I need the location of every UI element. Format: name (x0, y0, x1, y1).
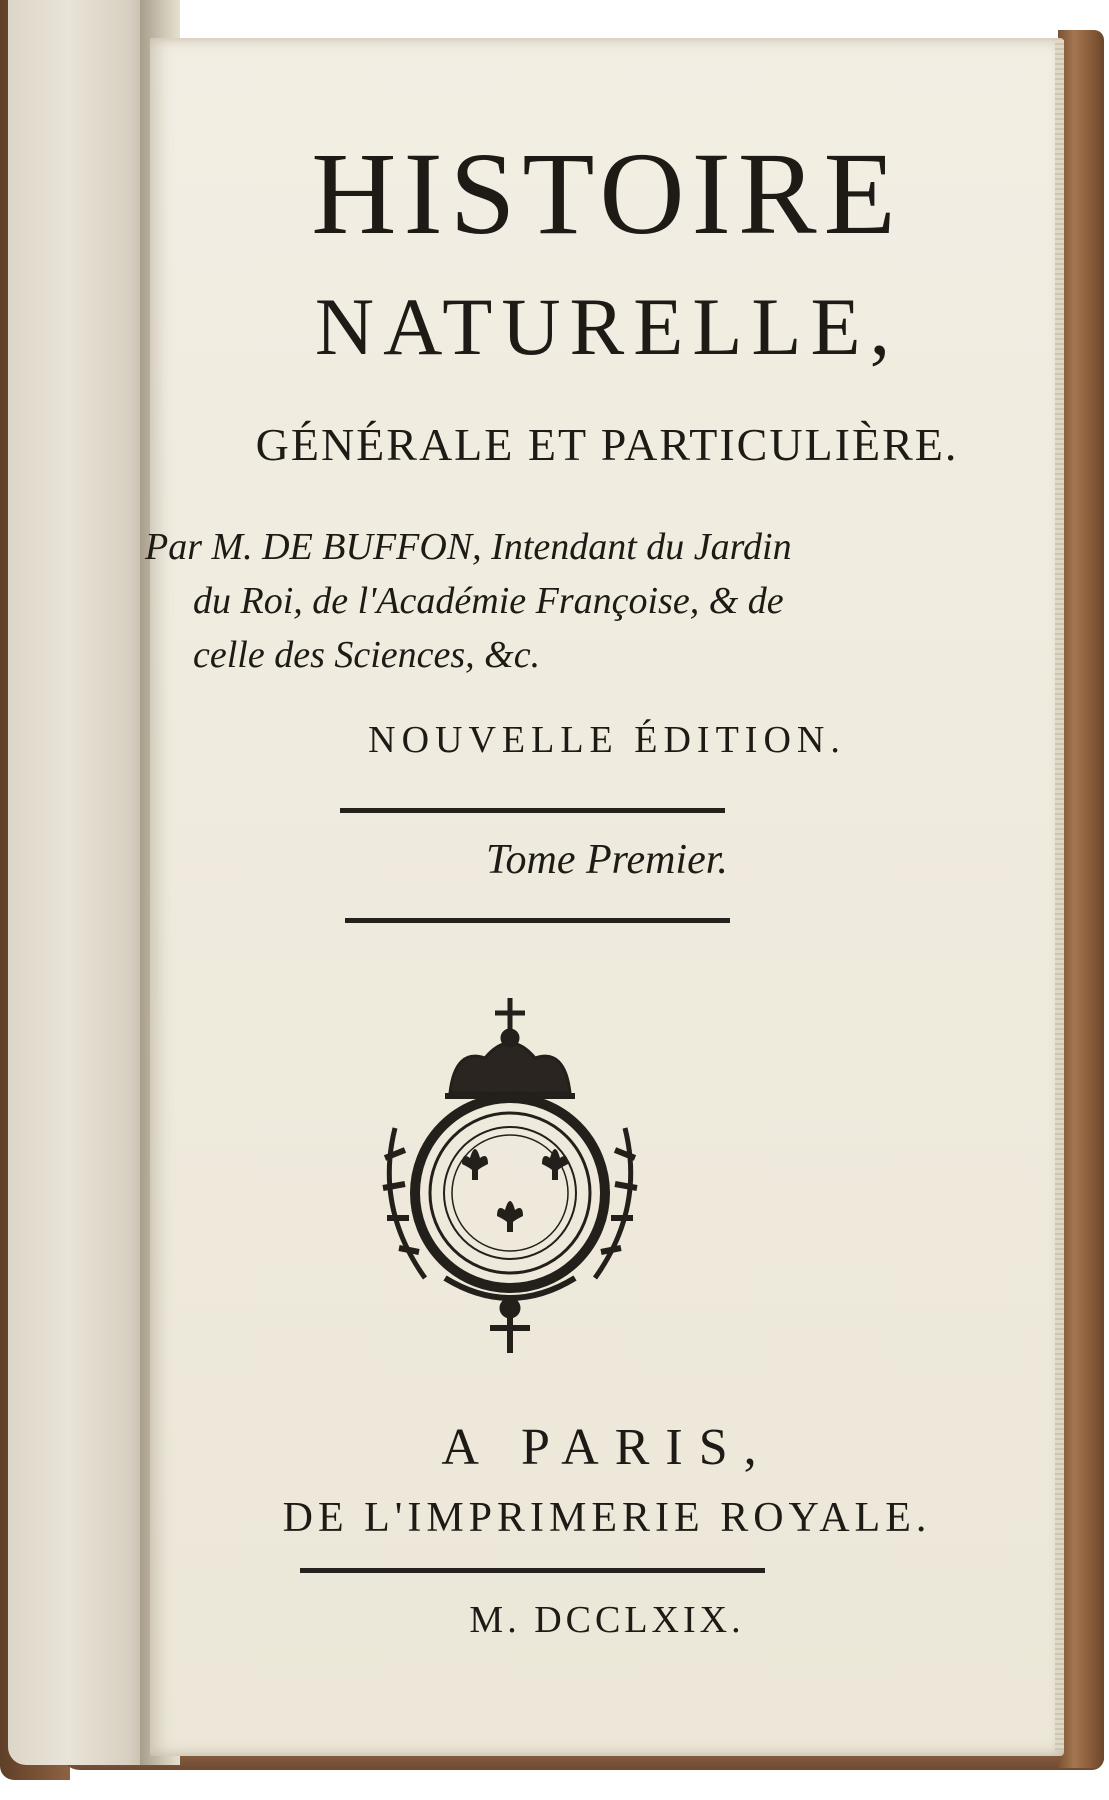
royal-arms-emblem-icon (355, 978, 665, 1368)
divider-rule-bottom (345, 918, 730, 923)
publication-date: M. DCCLXIX. (469, 1599, 745, 1641)
title-page (145, 38, 1064, 1756)
author-line-1: Par M. DE BUFFON, Intendant du Jardin (145, 526, 792, 568)
title-line-1: HISTOIRE (311, 128, 903, 259)
divider-rule-top (340, 808, 725, 813)
title-line-2: NATURELLE, (314, 281, 900, 372)
book-spine-edge (1058, 30, 1104, 1768)
divider-rule-imprint (300, 1568, 765, 1573)
subtitle: GÉNÉRALE ET PARTICULIÈRE. (255, 419, 959, 470)
facing-page (8, 0, 158, 1765)
page-edges (1055, 40, 1064, 1750)
volume-label: Tome Premier. (486, 837, 728, 883)
place-of-publication: A PARIS, (441, 1419, 773, 1476)
author-line-3: celle des Sciences, &c. (193, 634, 541, 676)
edition-label: NOUVELLE ÉDITION. (368, 719, 846, 761)
printer-label: DE L'IMPRIMERIE ROYALE. (282, 1495, 932, 1541)
author-line-2: du Roi, de l'Académie Françoise, & de (193, 580, 784, 622)
